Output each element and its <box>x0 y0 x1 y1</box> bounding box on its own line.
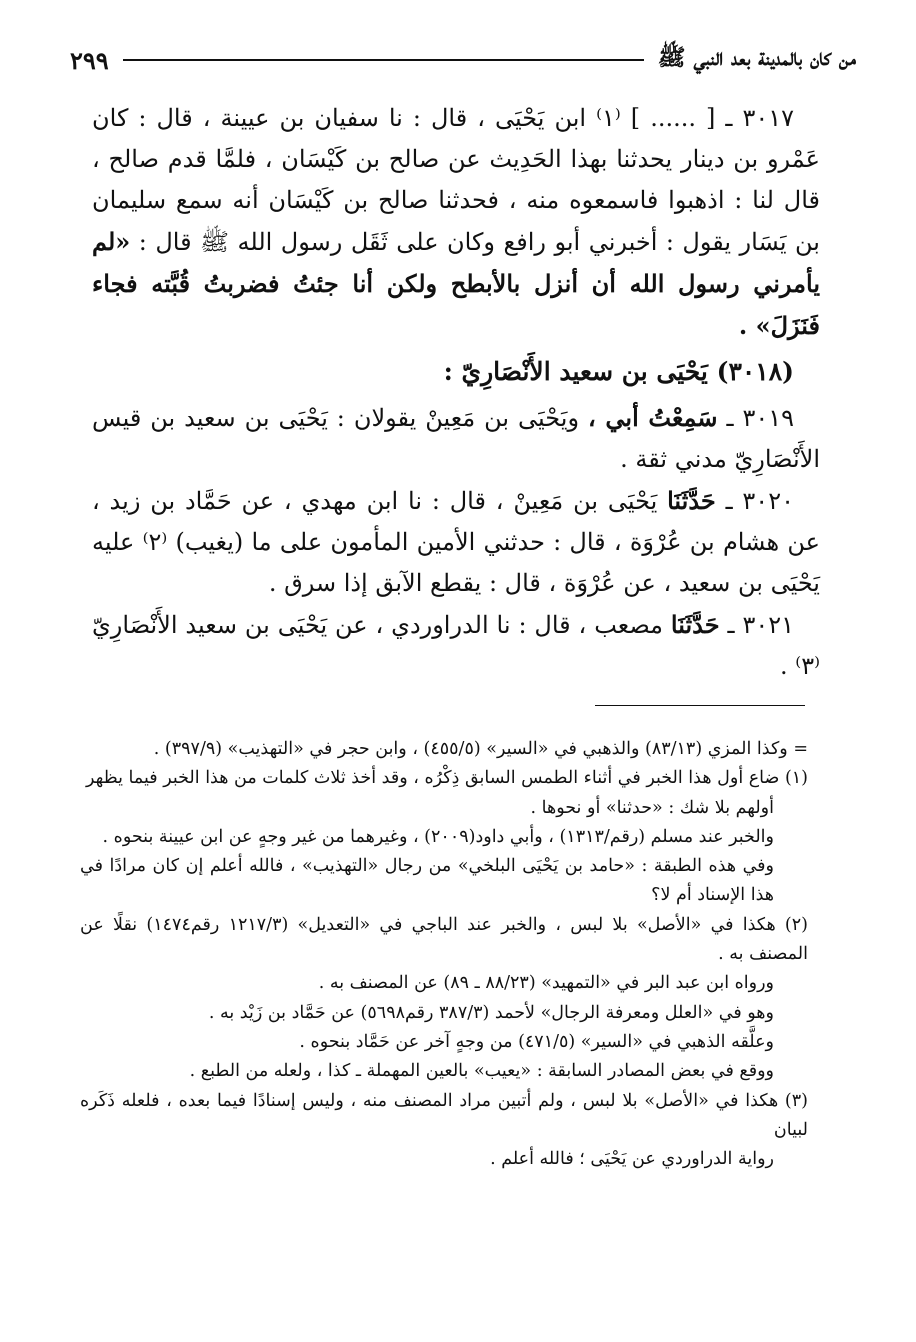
footnote-1: (١) ضاع أول هذا الخبر في أثناء الطمس السابق ذِكْرُه ، وقد أخذ ثلاث كلمات من هذا الخبر فيما يظهر <box>86 768 808 789</box>
footnote-1-note-b: وفي هذه الطبقة : «حامد بن يَحْيَى البلخي» من رجال «التهذيب» ، فالله أعلم إن كان مرادًا في هذا الإسناد أم لا؟ <box>80 856 774 906</box>
hadith-3020-number: ٣٠٢٠ ـ <box>725 487 794 515</box>
footnote-2-note-b: وهو في «العلل ومعرفة الرجال» لأحمد (٣٨٧/٣ رقم٥٦٩٨) عن حَمَّاد بن زَيْد به . <box>208 1002 774 1023</box>
footnote-3: (٣) هكذا في «الأصل» بلا لبس ، ولم أتبين مراد المصنف منه ، وليس إسنادًا فيما بعده ، فلعله ذَكَره لبيان <box>80 1090 808 1140</box>
footnote-2-note-c: وعلَّقه الذهبي في «السير» (٤٧١/٥) من وجهٍ آخر عن حَمَّاد بنحوه . <box>299 1031 774 1052</box>
footnotes <box>80 735 808 1174</box>
hadith-3021-number: ٣٠٢١ ـ <box>727 611 794 639</box>
section-heading-3018: (٣٠١٨) يَحْيَى بن سعيد الأَنْصَارِيّ : <box>443 357 794 386</box>
hadith-3021-lead: حَدَّثَنَا <box>670 610 720 639</box>
hadith-3020-lead: حَدَّثَنَا <box>667 486 716 515</box>
hadith-3017-quote: «لم يأمرني رسول الله أن أنزل بالأبطح ولكن أنا جئتُ فضربتُ قُبَّته فجاء فَنَزَلَ» . <box>92 227 820 340</box>
hadith-3019-text: ويَحْيَى بن مَعِينْ يقولان : يَحْيَى بن سعيد بن قيس الأَنْصَارِيّ مدني ثقة . <box>92 404 820 473</box>
footnote-2-note-a: ورواه ابن عبد البر في «التمهيد» (٨٨/٢٣ ـ ٨٩) عن المصنف به . <box>318 973 774 994</box>
footnote-2-note-d: ووقع في بعض المصادر السابقة : «يعيب» بالعين المهملة ـ كذا ، ولعله من الطبع . <box>189 1061 774 1082</box>
footnote-1-note-a: والخبر عند مسلم (رقم/١٣١٣) ، وأبي داود(٢٠٠٩) ، وغيرهما من غير وجهٍ عن ابن عيينة بنحوه . <box>102 826 774 847</box>
hadith-3017 <box>92 98 820 347</box>
footnote-continued: = وكذا المزي (٨٣/١٣) والذهبي في «السير» (٤٥٥/٥) ، وابن حجر في «التهذيب» (٣٩٧/٩) . <box>153 739 808 759</box>
header-rule <box>123 59 644 61</box>
header-title: من كان بالمدينة بعد النبي ﷺ <box>657 44 856 71</box>
footnote-1-continued: أولهم بلا شك : «حدثنا» أو نحوها . <box>530 797 774 818</box>
hadith-3019-number: ٣٠١٩ ـ <box>726 404 794 432</box>
hadith-3019-lead: سَمِعْتُ أبي ، <box>587 403 718 432</box>
hadith-3019 <box>92 397 820 480</box>
footnote-3-continued: رواية الدراوردي عن يَحْيَى ؛ فالله أعلم . <box>490 1149 774 1170</box>
page-number: ٢٩٩ <box>70 45 109 75</box>
hadith-3017-text: ٣٠١٧ ـ [ ...... ] ⁽١⁾ ابن يَحْيَى ، قال : نا سفيان بن عيينة ، قال : كان عَمْرو بن دينار يحدثنا بهذا الحَدِيث عن صالح بن كَيْسَان ، فلمَّا قدم صالح ، قال لنا : اذهبوا فاسمعوه منه ، فحدثنا صالح بن كَيْسَان أنه سمع سليمان بن يَسَار يقول : أخبرني أبو رافع وكان على ثَقَل رسول الله ﷺ قال : <box>92 104 820 256</box>
hadith-3020 <box>92 480 820 604</box>
footnote-separator <box>595 705 805 706</box>
footnote-2: (٢) هكذا في «الأصل» بلا لبس ، والخبر عند الباجي في «التعديل» (١٢١٧/٣ رقم١٤٧٤) نقلًا عن المصنف به . <box>80 914 808 965</box>
hadith-3021 <box>92 604 820 687</box>
running-header <box>70 40 856 80</box>
main-text <box>92 98 820 687</box>
hadith-3020-text: يَحْيَى بن مَعِينْ ، قال : نا ابن مهدي ، عن حَمَّاد بن زيد ، عن هشام بن عُرْوَة ، قال : حدثني الأمين المأمون على ما (يغيب) ⁽٢⁾ عليه يَحْيَى بن سعيد ، عن عُرْوَة ، قال : يقطع الآبق إذا سرق . <box>92 487 820 597</box>
hadith-3021-text: مصعب ، قال : نا الدراوردي ، عن يَحْيَى بن سعيد الأَنْصَارِيّ ⁽٣⁾ . <box>92 611 820 680</box>
